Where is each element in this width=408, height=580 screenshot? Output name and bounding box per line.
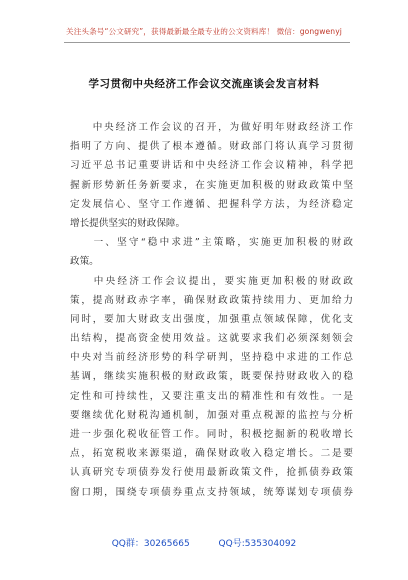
body-line: 点，拓宽税收来源渠道，确保财政收入稳定增长。二是要	[70, 448, 353, 460]
body-line: 政策。	[70, 256, 99, 268]
body-line: 定发展信心、坚守工作遵循、把握科学方法，为经济稳定	[70, 198, 353, 210]
body-line: 认真研究专项债券发行使用最新政策文件，抢抓债券政策	[70, 467, 353, 479]
footer-qq-number: QQ号:535304092	[218, 539, 297, 549]
document-title: 学习贯彻中央经济工作会议交流座谈会发言材料	[88, 78, 320, 90]
body-line: 进一步强化税收征管工作。同时，积极挖掘新的税收增长	[70, 429, 353, 440]
header-divider	[64, 42, 350, 43]
document-body	[70, 118, 353, 502]
footer-contact	[0, 536, 408, 549]
body-line: 出结构，提高资金使用效益。这就要求我们必须深刻领会	[70, 333, 353, 345]
body-line: 增长提供坚实的财政保障。	[70, 217, 186, 229]
body-line: 习近平总书记重要讲话和中央经济工作会议精神，科学把	[70, 160, 353, 172]
body-line: 中央对当前经济形势的科学研判，坚持稳中求进的工作总	[70, 352, 353, 364]
header-banner: 关注头条号“公文研究”，获得最新最全最专业的公文资料库！ 微信：gongwenyj	[66, 27, 342, 36]
body-line: 要继续优化财税沟通机制，加强对重点税源的监控与分析	[70, 409, 353, 421]
body-line: 定性和可持续性，又要注重支出的精准性和有效性。一是	[70, 390, 353, 402]
body-line: 窗口期，围绕专项债券重点支持领域，统筹谋划专项债券	[70, 486, 353, 498]
body-line: 中央经济工作会议的召开，为做好明年财政经济工作	[70, 122, 353, 133]
body-line: 中央经济工作会议提出，要实施更加积极的财政政	[70, 275, 353, 287]
body-line: 指明了方向、提供了根本遵循。财政部门将认真学习贯彻	[70, 141, 353, 153]
body-line: 握新形势新任务新要求，在实施更加积极的财政政策中坚	[70, 179, 353, 191]
body-line: 一、坚守“稳中求进”主策略，实施更加积极的财政	[70, 237, 353, 249]
body-line: 基调，继续实施积极的财政政策，既要保持财政收入的稳	[70, 371, 353, 383]
footer-qq-group: QQ群：30265665	[111, 539, 190, 549]
body-line: 策，提高财政赤字率，确保财政政策持续用力、更加给力	[70, 294, 353, 306]
body-line: 同时，要加大财政支出强度，加强重点领域保障，优化支	[70, 313, 353, 325]
